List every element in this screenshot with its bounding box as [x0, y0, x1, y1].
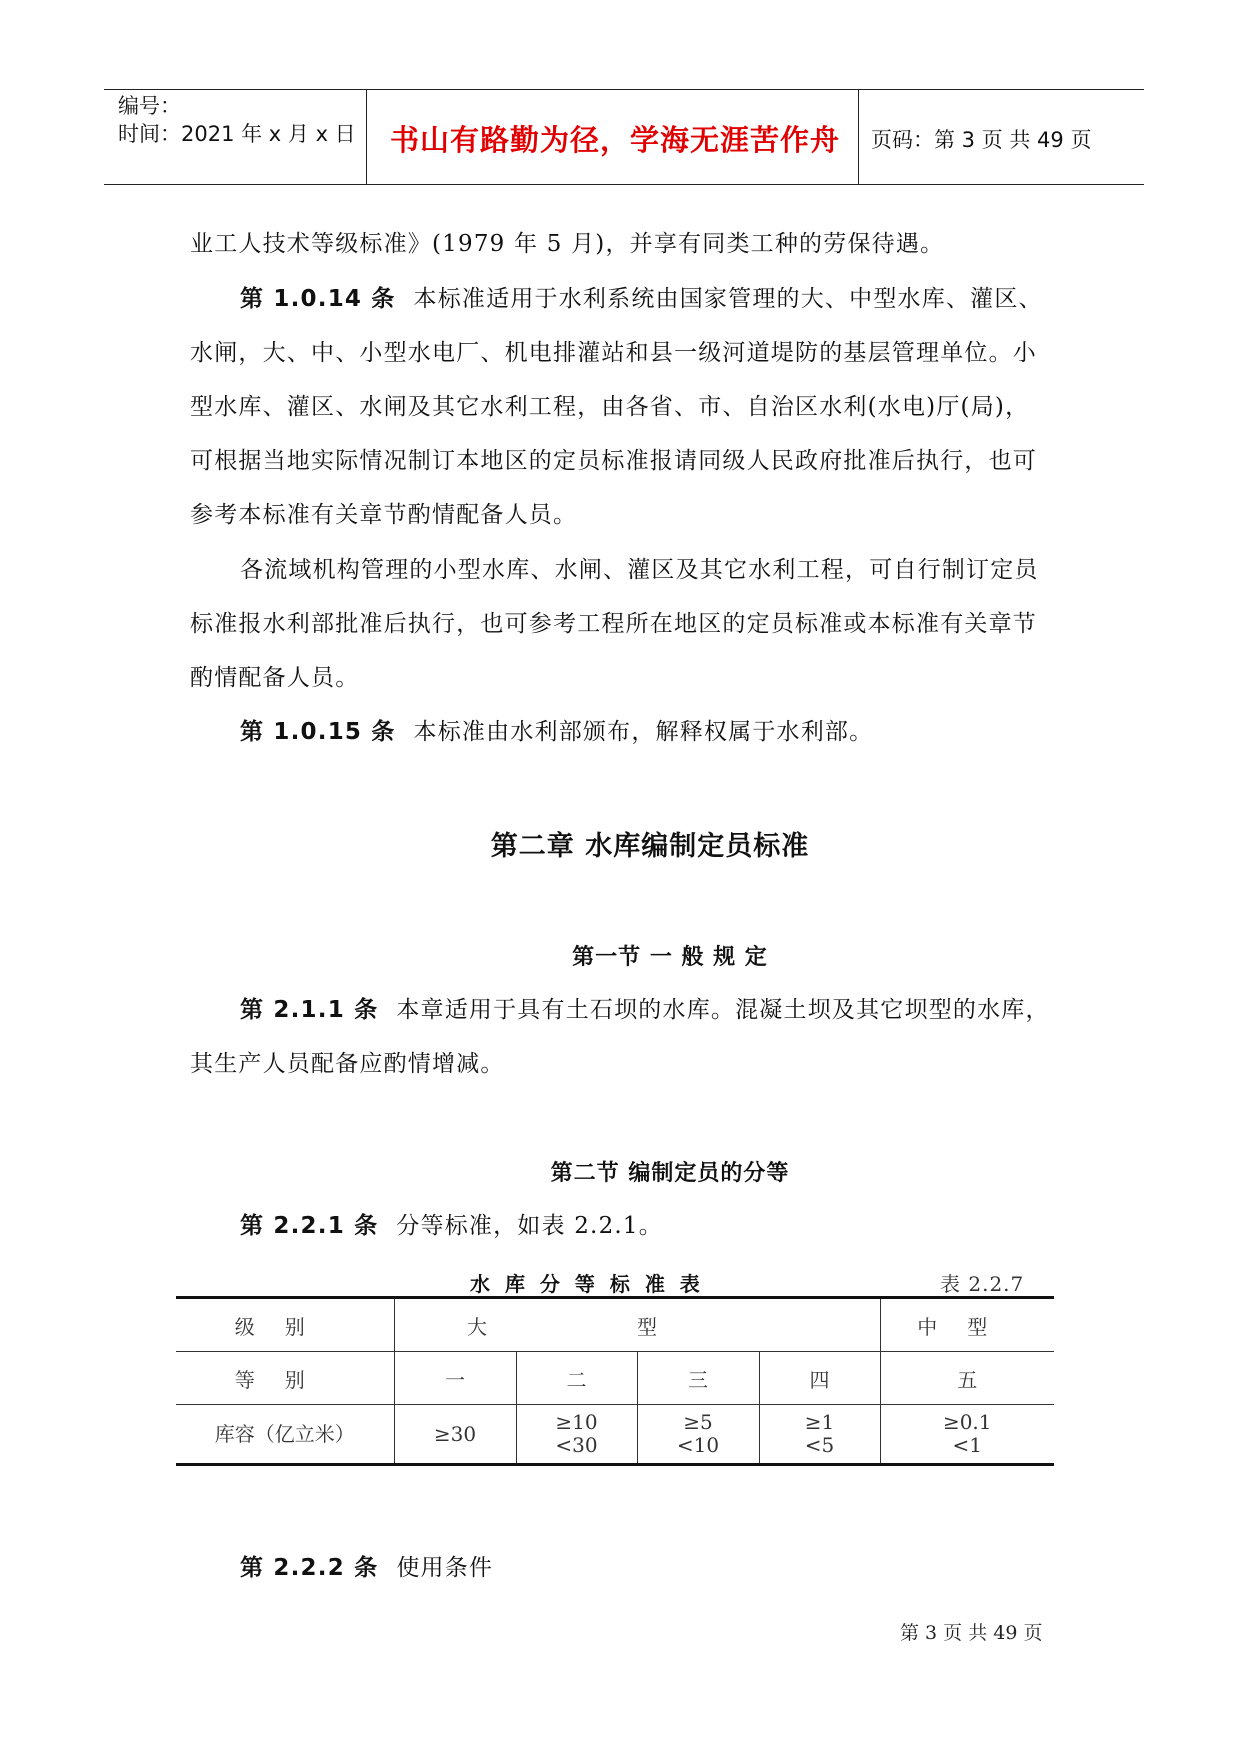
table-cell: 中型 [880, 1298, 1054, 1352]
article-label: 第 1.0.15 条 [240, 719, 396, 745]
table-row [176, 1352, 1054, 1405]
page-footer: 第 3 页 共 49 页 [900, 1622, 1043, 1644]
document-header [104, 89, 1144, 185]
reservoir-grade-table [176, 1296, 1054, 1466]
table-cell: 大型 [394, 1298, 880, 1352]
paragraph-line: 参考本标准有关章节酌情配备人员。 [190, 502, 578, 528]
paragraph-line: 各流域机构管理的小型水库、水闸、灌区及其它水利工程，可自行制订定员 [240, 557, 1039, 583]
header-divider [366, 90, 367, 184]
table-cell: ≥30 [394, 1405, 516, 1465]
table-cell: ≥0.1 <1 [880, 1405, 1054, 1465]
table-cell: 等别 [176, 1352, 394, 1405]
paragraph-line: 业工人技术等级标准》(1979 年 5 月)，并享有同类工种的劳保待遇。 [190, 231, 945, 257]
article-1-0-14 [240, 283, 1043, 315]
article-label: 第 1.0.14 条 [240, 286, 396, 312]
article-text: 本标准适用于水利系统由国家管理的大、中型水库、灌区、 [413, 286, 1043, 312]
header-motto: 书山有路勤为径，学海无涯苦作舟 [389, 123, 840, 157]
table-cell: 库容（亿立米） [176, 1405, 394, 1465]
article-1-0-15 [240, 716, 873, 748]
paragraph-line: 其生产人员配备应酌情增减。 [190, 1051, 505, 1077]
article-text: 使用条件 [396, 1555, 494, 1581]
article-2-1-1 [240, 994, 1050, 1026]
article-label: 第 2.2.1 条 [240, 1213, 379, 1239]
article-label: 第 2.2.2 条 [240, 1555, 379, 1581]
table-cell: 二 [516, 1352, 637, 1405]
table-row [176, 1405, 1054, 1465]
table-cell: 三 [637, 1352, 759, 1405]
article-2-2-1 [240, 1210, 663, 1242]
article-text: 本章适用于具有土石坝的水库。混凝土坝及其它坝型的水库， [396, 997, 1050, 1023]
paragraph-line: 标准报水利部批准后执行，也可参考工程所在地区的定员标准或本标准有关章节 [190, 611, 1037, 637]
article-text: 本标准由水利部颁布，解释权属于水利部。 [413, 719, 874, 745]
table-cell: 一 [394, 1352, 516, 1405]
article-label: 第 2.1.1 条 [240, 997, 379, 1023]
header-meta [118, 92, 356, 148]
table-cell: ≥1 <5 [759, 1405, 880, 1465]
table-caption: 水 库 分 等 标 准 表 [470, 1272, 704, 1296]
table-row [176, 1298, 1054, 1352]
code-label: 编号： [118, 94, 181, 118]
paragraph-line: 可根据当地实际情况制订本地区的定员标准报请同级人民政府批准后执行，也可 [190, 448, 1037, 474]
table-number: 表 2.2.7 [940, 1272, 1025, 1296]
chapter-title: 第二章 水库编制定员标准 [490, 831, 810, 862]
paragraph-line: 型水库、灌区、水闸及其它水利工程，由各省、市、自治区水利(水电)厅(局)， [190, 394, 1030, 420]
paragraph-line: 水闸，大、中、小型水电厂、机电排灌站和县一级河道堤防的基层管理单位。小 [190, 340, 1037, 366]
time-label: 时间：2021 年 x 月 x 日 [118, 122, 356, 146]
table-cell: 五 [880, 1352, 1054, 1405]
table-cell: ≥10 <30 [516, 1405, 637, 1465]
table-cell: ≥5 <10 [637, 1405, 759, 1465]
section-title: 第一节 一 般 规 定 [572, 945, 768, 970]
article-text: 分等标准，如表 2.2.1。 [396, 1213, 663, 1239]
header-page-label: 页码：第 3 页 共 49 页 [871, 128, 1092, 152]
table-cell: 四 [759, 1352, 880, 1405]
table-cell: 级别 [176, 1298, 394, 1352]
article-2-2-2 [240, 1552, 493, 1584]
paragraph-line: 酌情配备人员。 [190, 665, 360, 691]
section-title: 第二节 编制定员的分等 [550, 1161, 790, 1186]
